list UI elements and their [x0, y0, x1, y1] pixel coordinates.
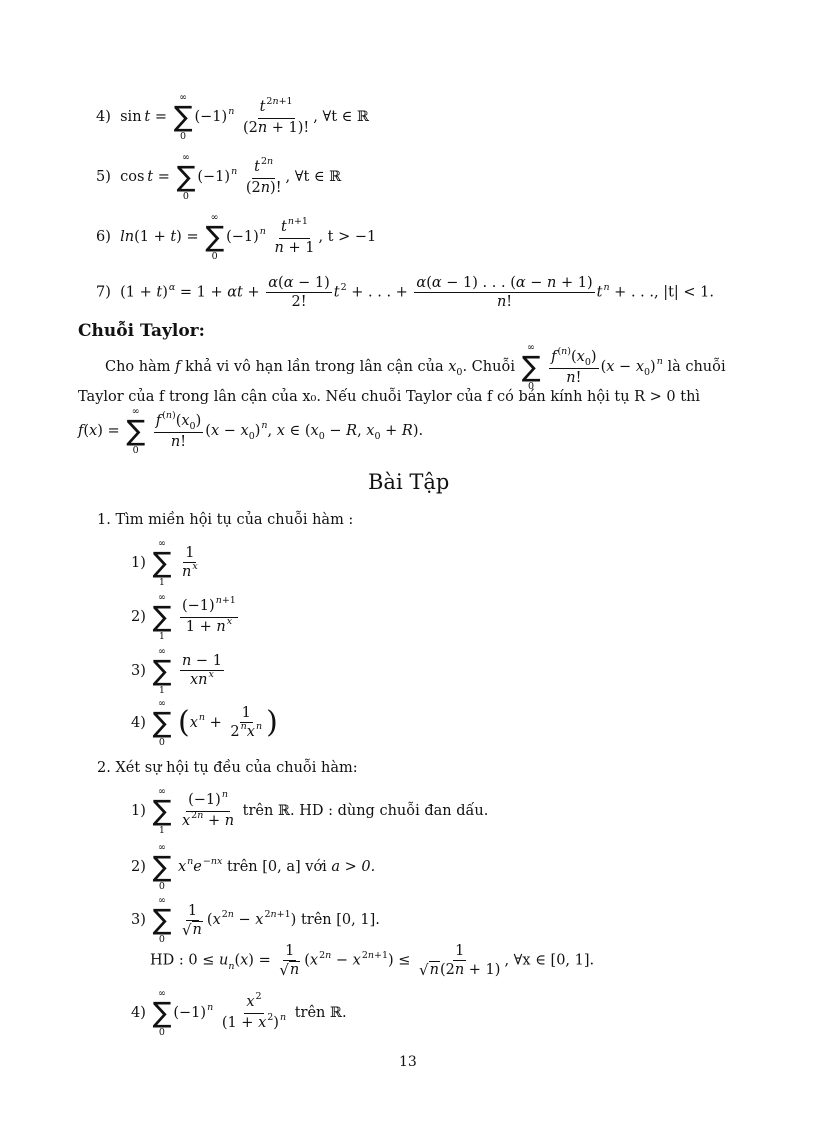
condition: , |t| < 1. — [654, 284, 715, 301]
taylor-line-1: Cho hàm f khả vi vô hạn lần trong lân cận của $x_0$. Chuỗi ∞ ∑ 0 $\frac{f^{(n)}(x_0)}{n!}$ $(x - x_0)^n$ là chuỗi — [105, 342, 726, 392]
exercises-title: Bài Tập — [368, 470, 450, 494]
q1-item-3: 3) ∞ ∑ 1 $\frac{n - 1}{xn^x}$ — [131, 646, 222, 696]
summation-symbol: ∞ ∑ 0 — [152, 895, 172, 945]
q2-item-4: 4) ∞ ∑ 0 $(-1)^n$ $\frac{x^2}{(1 + x^2)^n}$ trên ℝ. — [131, 988, 347, 1038]
question-2: 2. Xét sự hội tụ đều của chuỗi hàm: — [97, 760, 358, 776]
summation-symbol: ∞ ∑ 0 — [176, 152, 196, 202]
fraction: $\frac{1}{n^x}$ — [181, 544, 198, 580]
q1-item-2: 2) ∞ ∑ 1 $\frac{(-1)^{n+1}}{1 + n^x}$ — [131, 592, 236, 642]
fraction: $\frac{\alpha(\alpha - 1) . . . (\alpha - n + 1)}{n!}$ — [416, 275, 593, 310]
condition: , ∀t ∈ ℝ — [285, 169, 342, 185]
summation-symbol: ∞ ∑ 0 — [521, 342, 541, 392]
series-item-cos: 5) cos t = ∞ ∑ 0 $(-1)^n$ $\frac{t^{2n}}{(2n)!}$ , ∀t ∈ ℝ — [96, 152, 342, 202]
fraction: $\frac{t^{2n+1}}{(2n + 1)!}$ — [242, 95, 310, 136]
fraction: $\frac{1}{2^nx^n}$ — [230, 704, 263, 740]
item-label: 7) — [96, 284, 111, 301]
hint-text: HD : 0 ≤ — [150, 952, 215, 969]
note: trên [0, 1]. — [300, 912, 380, 928]
text: Cho hàm — [105, 359, 171, 375]
q2-item-3: 3) ∞ ∑ 0 1 √ n $(x^{2n} - x^{2n+1})$ trên [0, 1]. — [131, 895, 380, 945]
series-item-sin: 4) sin t = ∞ ∑ 0 $(-1)^n$ $\frac{t^{2n+1}}{(2n + 1)!}$ , ∀t ∈ ℝ — [96, 92, 370, 142]
text: khả vi vô hạn lần trong lân cận của — [185, 359, 444, 375]
question-1: 1. Tìm miền hội tụ của chuỗi hàm : — [97, 512, 354, 528]
summation-symbol: ∞ ∑ 0 — [173, 92, 193, 142]
summation-symbol: ∞ ∑ 1 — [152, 592, 172, 642]
q1-item-4: 4) ∞ ∑ 0 ($x^n$ + $\frac{1}{2^nx^n}$ ) — [131, 698, 278, 748]
fraction: 1 √ n (2n + 1) — [419, 943, 501, 979]
fraction: $\frac{\alpha(\alpha - 1)}{2!}$ — [268, 275, 330, 310]
fraction: $\frac{n - 1}{xn^x}$ — [181, 652, 222, 688]
q2-item-2: 2) ∞ ∑ 0 $x^ne^{-nx}$ trên [0, a] với a > 0. — [131, 842, 376, 892]
note: trên ℝ. — [294, 1005, 347, 1021]
taylor-formula: f(x) = ∞ ∑ 0 $\frac{f^{(n)}(x_0)}{n!}$ $(x - x_0)^n$, x ∈ ($x_0 - R$, $x_0 + R$). — [78, 406, 424, 456]
page-number: 13 — [399, 1054, 417, 1070]
hint-text: , ∀x ∈ [0, 1]. — [504, 952, 595, 969]
item-label: 5) — [96, 169, 111, 185]
q2-item-1: 1) ∞ ∑ 1 $\frac{(-1)^n}{x^{2n} + n}$ trên ℝ. HD : dùng chuỗi đan dấu. — [131, 786, 489, 836]
fraction: $\frac{f^{(n)}(x_0)}{n!}$ — [551, 345, 597, 386]
summation-symbol: ∞ ∑ 1 — [152, 646, 172, 696]
fraction: 1 √ n — [279, 943, 300, 979]
taylor-line-2: Taylor của f trong lân cận của x₀. Nếu chuỗi Taylor của f có bán kính hội tụ R > 0 thì — [78, 389, 701, 405]
summation-symbol: ∞ ∑ 0 — [205, 212, 225, 262]
fraction: $\frac{(-1)^n}{x^{2n} + n}$ — [181, 788, 235, 829]
fraction: $\frac{(-1)^{n+1}}{1 + n^x}$ — [181, 594, 236, 635]
note: a > 0. — [331, 859, 376, 875]
fraction: $\frac{f^{(n)}(x_0)}{n!}$ — [155, 409, 202, 450]
text: . Chuỗi — [462, 359, 515, 375]
note: trên ℝ. HD : dùng chuỗi đan dấu. — [242, 803, 489, 819]
text: là chuỗi — [667, 359, 726, 375]
condition: , ∀t ∈ ℝ — [313, 109, 370, 125]
fraction: $\frac{t^{n+1}}{n + 1}$ — [274, 215, 315, 256]
fraction: 1 √ n — [181, 902, 202, 939]
fraction: $\frac{x^2}{(1 + x^2)^n}$ — [221, 990, 287, 1031]
summation-symbol: ∞ ∑ 0 — [152, 842, 172, 892]
section-heading: Chuỗi Taylor: — [78, 321, 205, 341]
q2-item-3-hint: HD : $0 \le u_n(x)$ = 1 √ n $(x^{2n} - x^{2n+1})$ ≤ 1 √ n (2n + 1) , ∀x ∈ [0, 1]. — [150, 943, 595, 979]
summation-symbol: ∞ ∑ 0 — [152, 988, 172, 1038]
condition: , t > −1 — [318, 229, 377, 245]
note: trên [0, a] với — [226, 859, 327, 875]
summation-symbol: ∞ ∑ 0 — [126, 406, 146, 456]
fraction: $\frac{t^{2n}}{(2n)!}$ — [245, 155, 282, 196]
series-item-ln: 6) ln(1 + t) = ∞ ∑ 0 $(-1)^n$ $\frac{t^{n+1}}{n + 1}$ , t > −1 — [96, 212, 377, 262]
q1-item-1: 1) ∞ ∑ 1 $\frac{1}{n^x}$ — [131, 538, 198, 588]
item-label: 6) — [96, 229, 111, 245]
summation-symbol: ∞ ∑ 1 — [152, 538, 172, 588]
summation-symbol: ∞ ∑ 0 — [152, 698, 172, 748]
item-label: 4) — [96, 109, 111, 125]
summation-symbol: ∞ ∑ 1 — [152, 786, 172, 836]
series-item-binomial: 7) $(1 + t)^\alpha = 1 + \alpha t$ + $\frac{\alpha(\alpha - 1)}{2!}$ $t^2$ + . . . + $\frac{\alpha(\alpha - 1) . . . (\alpha - n + 1)}{n!}$ $t^n$ + . . ., |t| < 1. — [96, 275, 715, 310]
